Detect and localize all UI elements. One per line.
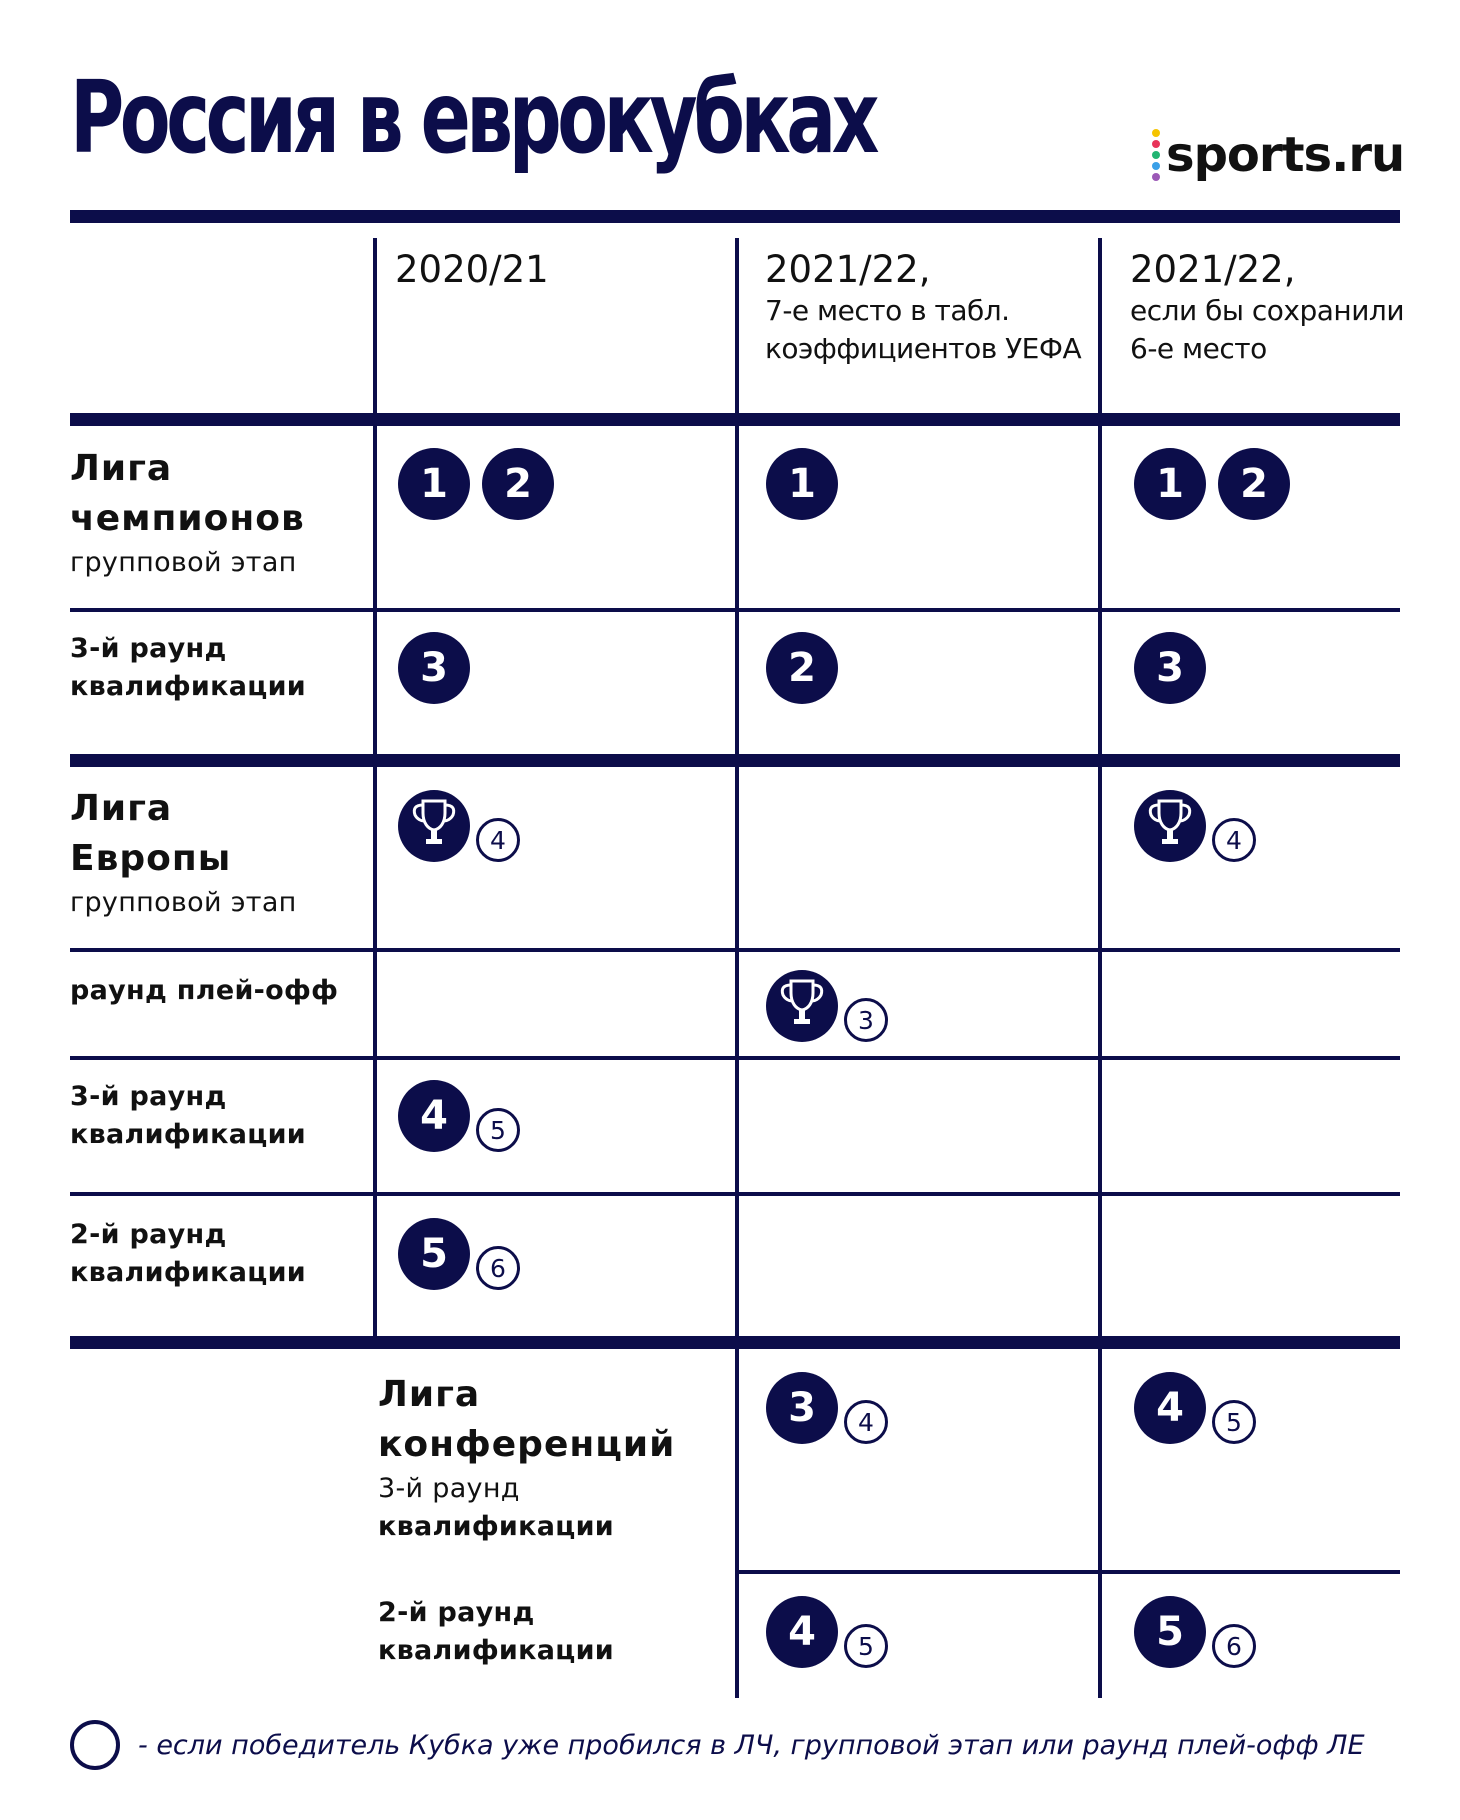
top-divider [70,210,1400,223]
legend-ring-icon [70,1720,120,1770]
team-badge: 3 [398,632,470,704]
team-badge: 2 [1218,448,1290,520]
team-badge: 3 [1134,632,1206,704]
column-header-2021-22-7th: 2021/22, 7-е место в табл. коэффициентов УЕФА [765,248,1082,365]
cell-cl-q3-2021-7th [766,632,838,704]
cell-ecl-q3-2021-6th [1134,1372,1256,1444]
cell-el-group-2020 [398,790,520,862]
cup-winner-trophy-icon [1134,790,1206,862]
team-badge: 4 [398,1080,470,1152]
column-divider [373,238,377,1336]
row-label-el-q3: 3-й раунд квалификации [70,1081,307,1150]
cell-cl-group-2021-6th [1134,448,1290,520]
column-divider [735,238,739,1698]
cell-cl-q3-2020 [398,632,470,704]
row-label-el-q2: 2-й раунд квалификации [70,1219,307,1288]
cell-el-group-2021-6th [1134,790,1256,862]
logo-dots-icon [1152,129,1160,181]
cup-winner-ring: 6 [1212,1624,1256,1668]
cell-el-playoff-2021-7th [766,970,888,1042]
cell-ecl-q2-2021-6th [1134,1596,1256,1668]
page-title: Россия в еврокубках [70,59,876,176]
row-label-cl-q3: 3-й раунд квалификации [70,633,307,702]
row-label-ecl-q3: Лига конференций 3-й раунд квалификации [378,1374,676,1542]
cup-winner-ring: 4 [844,1400,888,1444]
team-badge: 1 [398,448,470,520]
sports-ru-logo [1152,128,1404,182]
team-badge: 3 [766,1372,838,1444]
row-label-ecl-q2: 2-й раунд квалификации [378,1597,615,1666]
cup-winner-trophy-icon [398,790,470,862]
column-divider [1098,238,1102,1698]
cup-winner-ring: 4 [476,818,520,862]
logo-text: sports.ru [1166,127,1405,183]
team-badge: 2 [482,448,554,520]
cup-winner-ring: 5 [844,1624,888,1668]
team-badge: 5 [1134,1596,1206,1668]
team-badge: 4 [1134,1372,1206,1444]
cell-ecl-q3-2021-7th [766,1372,888,1444]
cell-cl-group-2021-7th [766,448,838,520]
cell-cl-q3-2021-6th [1134,632,1206,704]
cup-winner-trophy-icon [766,970,838,1042]
cell-ecl-q2-2021-7th [766,1596,888,1668]
row-divider [735,1570,1400,1574]
cup-winner-ring: 3 [844,998,888,1042]
cell-el-q3-2020 [398,1080,520,1152]
column-header-2020-21: 2020/21 [395,248,549,291]
row-label-el-group: Лига Европы групповой этап [70,788,297,918]
team-badge: 1 [766,448,838,520]
cup-winner-ring: 5 [1212,1400,1256,1444]
cup-winner-ring: 4 [1212,818,1256,862]
team-badge: 2 [766,632,838,704]
column-header-2021-22-6th: 2021/22, если бы сохранили 6-е место [1130,248,1405,365]
legend [70,1720,1365,1770]
cup-winner-ring: 5 [476,1108,520,1152]
team-badge: 4 [766,1596,838,1668]
team-badge: 5 [398,1218,470,1290]
cell-el-q2-2020 [398,1218,520,1290]
legend-text: - если победитель Кубка уже пробился в ЛЧ, групповой этап или раунд плей-офф ЛЕ [138,1729,1365,1761]
team-badge: 1 [1134,448,1206,520]
cell-cl-group-2020 [398,448,554,520]
row-label-el-playoff: раунд плей-офф [70,975,339,1006]
cup-winner-ring: 6 [476,1246,520,1290]
row-label-cl-group: Лига чемпионов групповой этап [70,448,305,578]
